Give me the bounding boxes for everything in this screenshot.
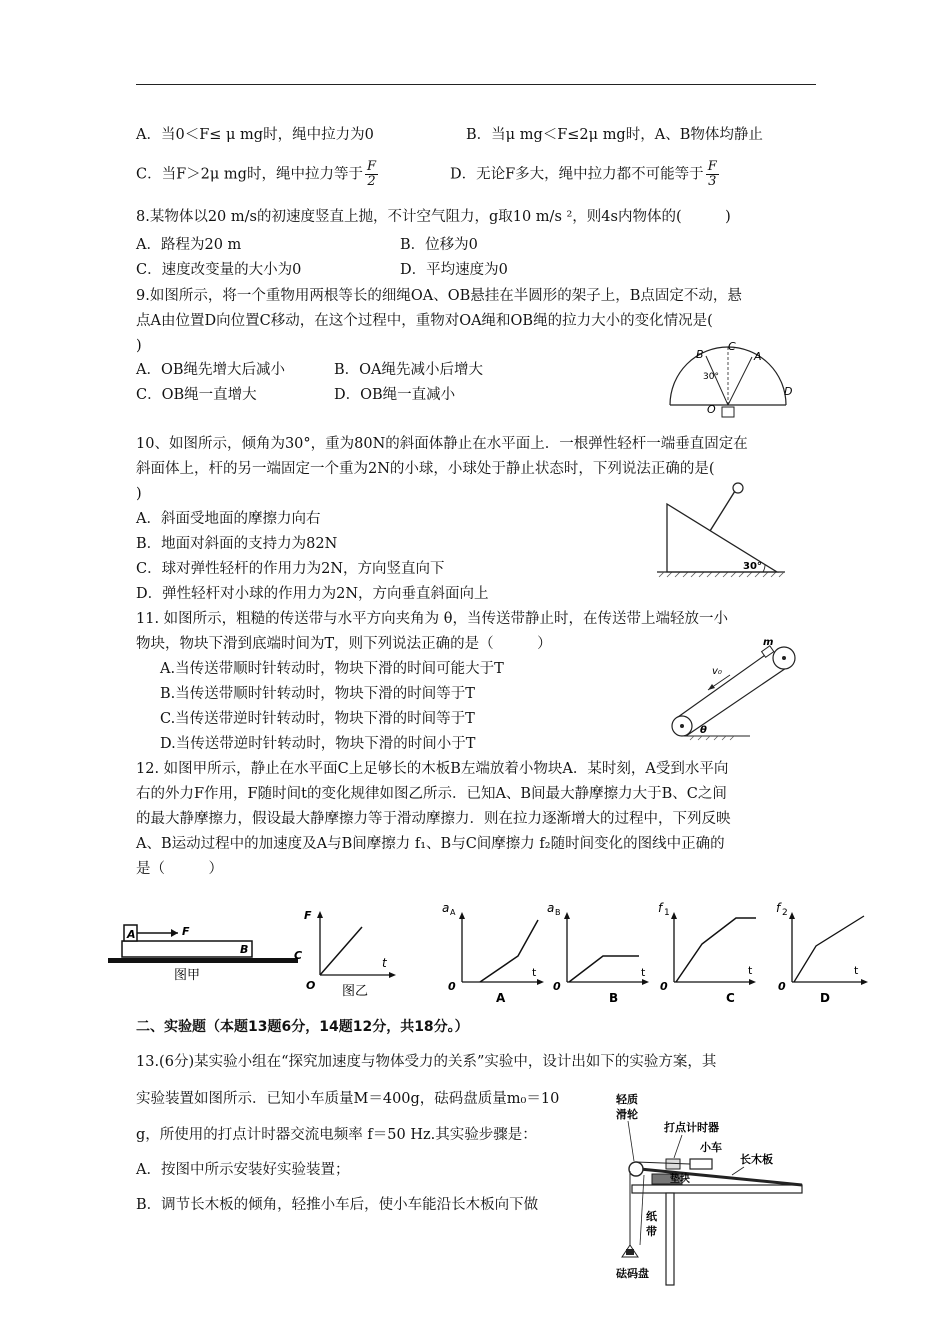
graph-d-ysub: 2: [782, 908, 788, 918]
figure-jia: [108, 915, 308, 985]
q10-option-c: C．球对弹性轻杆的作用力为2N，方向竖直向下: [136, 561, 445, 577]
experiment-apparatus-figure: [612, 1085, 807, 1295]
graph-c-xlabel: t: [748, 964, 753, 977]
surface-c: [108, 958, 298, 963]
graph-b-ylabel: a: [547, 901, 555, 915]
graph-a-origin: 0: [448, 980, 456, 993]
q9-option-a: A．OB绳先增大后减小: [136, 362, 286, 378]
q7-option-b: B．当μ mg＜F≤2μ mg时，A、B物体均静止: [466, 127, 763, 143]
q11-stem-line1: 11. 如图所示，粗糙的传送带与水平方向夹角为 θ，当传送带静止时，在传送带上端轻放一小: [136, 611, 729, 627]
q11-option-a: A.当传送带顺时针转动时，物块下滑的时间可能大于T: [160, 661, 504, 677]
fig-label-a: A: [754, 350, 762, 363]
label-pulley-2: 滑轮: [616, 1108, 638, 1121]
q7-option-d-text: D．无论F多大，绳中拉力都不可能等于: [450, 166, 704, 183]
yi-label-f: F: [304, 909, 312, 922]
q12-stem-line5: 是（ ）: [136, 861, 223, 877]
graph-a-ysub: A: [450, 908, 456, 917]
frac-num: F: [707, 159, 717, 174]
section-2-heading: 二、实验题（本题13题6分，14题12分，共18分。）: [136, 1019, 469, 1035]
q13-step-b: B．调节长木板的倾角，轻推小车后，使小车能沿长木板向下做: [136, 1197, 539, 1213]
graph-a-ylabel: a: [442, 901, 450, 915]
figure-yi: [300, 905, 400, 1005]
incline-rod-figure: [655, 482, 805, 582]
label-timer: 打点计时器: [664, 1121, 719, 1134]
conveyor-belt-figure: [660, 637, 810, 745]
fig-label-b: B: [696, 348, 704, 361]
graph-c-caption: C: [726, 991, 735, 1005]
graph-c-ylabel: f: [658, 901, 663, 915]
q8-option-a: A．路程为20 m: [136, 237, 242, 253]
header-rule: [136, 84, 816, 85]
graph-d-ylabel: f: [776, 901, 781, 915]
frac-den: 3: [708, 174, 717, 189]
q13-stem-line3: g，所使用的打点计时器交流电频率 f＝50 Hz.其实验步骤是：: [136, 1127, 537, 1143]
fig-label-c: C: [728, 340, 736, 353]
frac-den: 2: [367, 174, 376, 189]
q7-option-c-text: C．当F＞2μ mg时，绳中拉力等于: [136, 166, 363, 183]
graph-option-b: [545, 898, 655, 1008]
q8-option-b: B．位移为0: [400, 237, 478, 253]
q7-option-d: [450, 160, 721, 189]
q9-option-c: C．OB绳一直增大: [136, 387, 257, 403]
caption-yi: 图乙: [342, 984, 369, 999]
q13-step-a: A．按图中所示安装好实验装置；: [136, 1162, 350, 1178]
graph-c-ysub: 1: [664, 908, 670, 918]
q9-option-d: D．OB绳一直减小: [334, 387, 456, 403]
cart: [690, 1159, 712, 1169]
label-tape-2: 带: [646, 1225, 657, 1238]
table-leg: [666, 1193, 674, 1285]
q12-stem-line4: A、B运动过程中的加速度及A与B间摩擦力 f₁、B与C间摩擦力 f₂随时间变化的图线中正确的: [136, 836, 725, 852]
q13-stem-line1: 13.(6分)某实验小组在“探究加速度与物体受力的关系”实验中，设计出如下的实验方案，其: [136, 1054, 717, 1070]
q8-option-d: D．平均速度为0: [400, 262, 508, 278]
board-b: [122, 941, 252, 957]
graph-option-d: [770, 898, 880, 1008]
graph-b-ysub: B: [555, 908, 561, 917]
label-tray: 砝码盘: [616, 1267, 649, 1280]
fig-label-o: O: [707, 403, 716, 416]
q8-option-c: C．速度改变量的大小为0: [136, 262, 302, 278]
fraction-f-over-3: [706, 160, 719, 189]
q11-option-c: C.当传送带逆时针转动时，物块下滑的时间等于T: [160, 711, 475, 727]
label-pulley-1: 轻质: [616, 1093, 638, 1106]
graph-d-xlabel: t: [854, 964, 859, 977]
q9-option-b: B．OA绳先减小后增大: [334, 362, 484, 378]
q11-stem-line2: 物块，物块下滑到底端时间为T，则下列说法正确的是（ ）: [136, 636, 552, 652]
q10-stem-line1: 10、如图所示，倾角为30°，重为80N的斜面体静止在水平面上．一根弹性轻杆一端垂直固定在: [136, 436, 748, 452]
q9-stem-line1: 9.如图所示，将一个重物用两根等长的细绳OA、OB悬挂在半圆形的架子上，B点固定不动，悬: [136, 288, 742, 304]
mass-label-m: m: [763, 637, 774, 648]
q10-stem-line2: 斜面体上，杆的另一端固定一个重为2N的小球，小球处于静止状态时，下列说法正确的是(: [136, 461, 715, 477]
q7-option-c: [136, 160, 380, 189]
graph-d-origin: 0: [778, 980, 786, 993]
velocity-label-v0: v₀: [712, 666, 722, 677]
angle-label-theta: θ: [700, 725, 707, 736]
q10-option-d: D．弹性轻杆对小球的作用力为2N，方向垂直斜面向上: [136, 586, 489, 602]
semicircle-frame-figure: [660, 335, 810, 435]
label-tape-1: 纸: [646, 1210, 657, 1223]
q9-stem-line3: ): [136, 338, 142, 354]
graph-b-caption: B: [609, 991, 619, 1005]
label-board: 长木板: [740, 1153, 773, 1166]
graph-a-xlabel: t: [532, 966, 537, 979]
label-f: F: [182, 925, 190, 938]
label-block: 垫块: [670, 1174, 690, 1185]
label-b: B: [240, 943, 249, 956]
q10-option-b: B．地面对斜面的支持力为82N: [136, 536, 338, 552]
pulley-wheel: [629, 1162, 643, 1176]
q12-stem-line2: 右的外力F作用，F随时间t的变化规律如图乙所示．已知A、B间最大静摩擦力大于B、C之间: [136, 786, 727, 802]
graph-option-a: [440, 898, 550, 1008]
q8-stem: 8.某物体以20 m/s的初速度竖直上抛，不计空气阻力，g取10 m/s ²，则4s内物体的( ): [136, 209, 731, 225]
fraction-f-over-2: [365, 160, 378, 189]
q12-stem-line3: 的最大静摩擦力，假设最大静摩擦力等于滑动摩擦力．则在拉力逐渐增大的过程中，下列反映: [136, 811, 731, 827]
graph-option-c: [652, 898, 762, 1008]
label-a: A: [127, 928, 136, 941]
q12-stem-line1: 12. 如图甲所示，静止在水平面C上足够长的木板B左端放着小物块A．某时刻，A受到水平向: [136, 761, 729, 777]
incline-angle-label: 30°: [743, 561, 762, 572]
label-cart: 小车: [700, 1141, 722, 1154]
q9-stem-line2: 点A由位置D向位置C移动，在这个过程中，重物对OA绳和OB绳的拉力大小的变化情况是(: [136, 313, 713, 329]
frac-num: F: [366, 159, 376, 174]
yi-label-o: O: [306, 979, 316, 992]
graph-b-xlabel: t: [641, 966, 646, 979]
q10-stem-line3: ): [136, 486, 142, 502]
table-top: [632, 1185, 802, 1193]
q11-option-b: B.当传送带顺时针转动时，物块下滑的时间等于T: [160, 686, 475, 702]
yi-label-t: t: [382, 956, 387, 970]
q13-stem-line2: 实验装置如图所示．已知小车质量M＝400g，砝码盘质量m₀＝10: [136, 1091, 560, 1107]
graph-a-caption: A: [496, 991, 506, 1005]
graph-d-caption: D: [820, 991, 830, 1005]
graph-b-origin: 0: [553, 980, 561, 993]
q7-option-a: A．当0＜F≤ μ mg时，绳中拉力为0: [136, 127, 374, 143]
caption-jia: 图甲: [174, 968, 201, 983]
label-c: C: [294, 949, 303, 962]
fig-label-d: D: [784, 385, 793, 398]
graph-c-origin: 0: [660, 980, 668, 993]
q10-option-a: A．斜面受地面的摩擦力向右: [136, 511, 321, 527]
fig-angle-label: 30°: [703, 372, 719, 382]
q11-option-d: D.当传送带逆时针转动时，物块下滑的时间小于T: [160, 736, 476, 752]
